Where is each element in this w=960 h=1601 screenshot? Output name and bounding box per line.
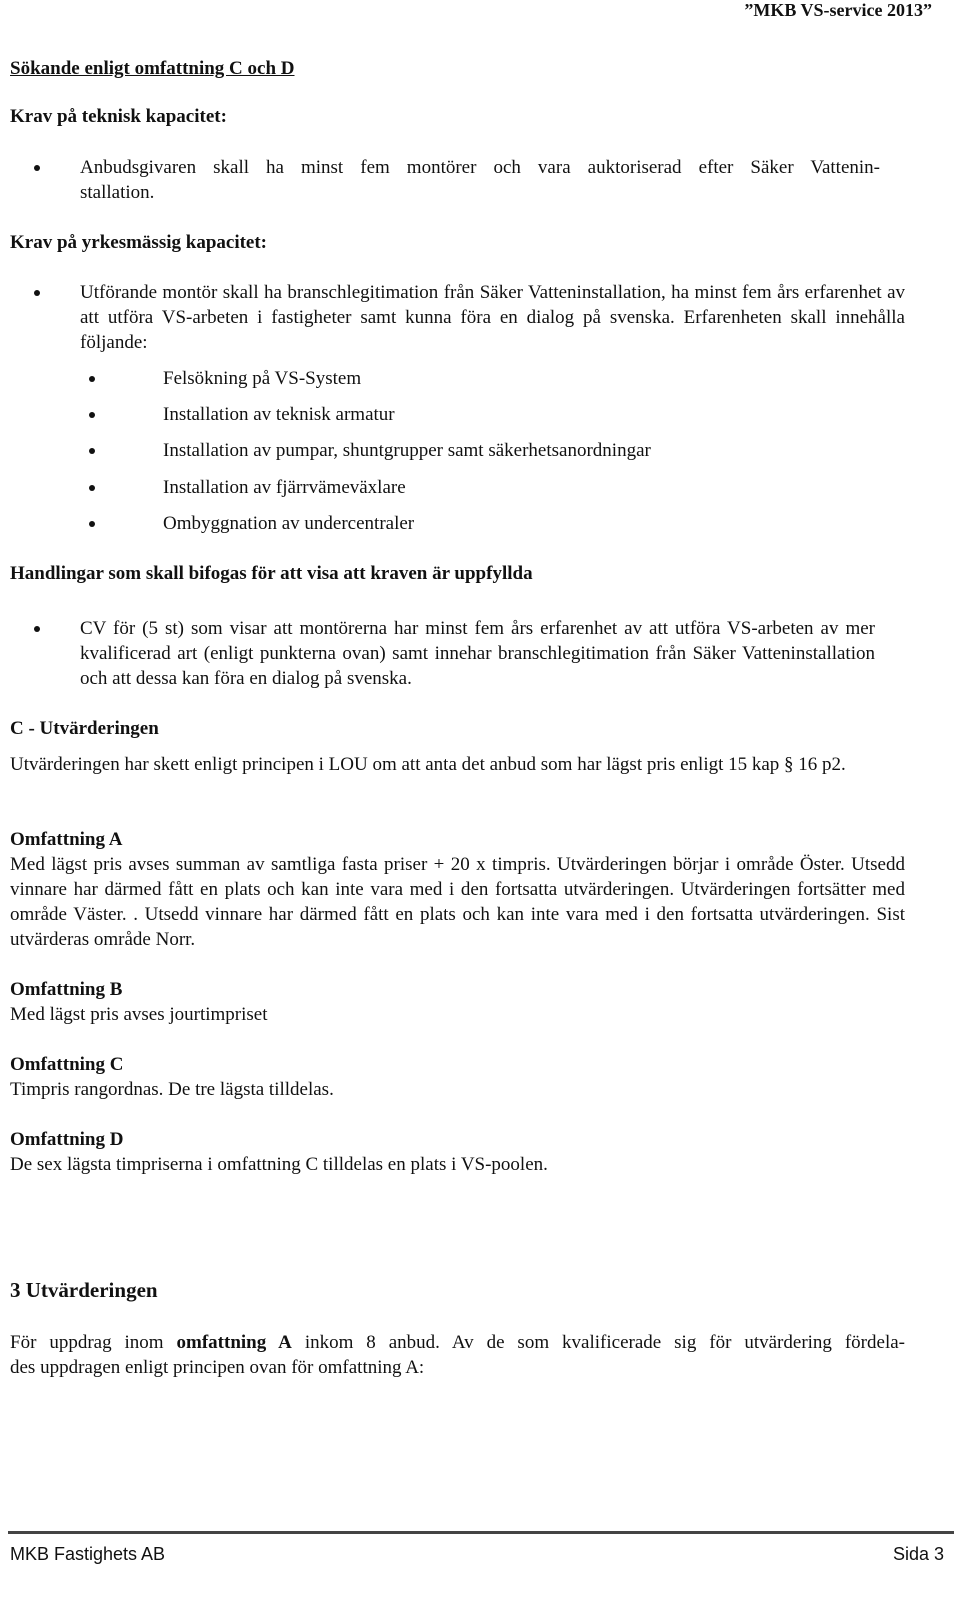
documents-heading: Handlingar som skall bifogas för att visa att kraven är uppfyllda [10,563,533,584]
section-title: Sökande enligt omfattning C och D [10,58,295,79]
professional-bullet-text: Utförande montör skall ha branschlegitimation från Säker Vatteninstallation, ha minst fem års erfarenhet av att utföra VS-arbeten i fastigheter samt kunna föra en dialog på svenska. Erfarenheten skall innehålla följande: [80,282,905,353]
tech-capacity-heading: Krav på teknisk kapacitet: [10,106,227,127]
footer-company: MKB Fastighets AB [10,1544,166,1564]
subbullet-text: Felsökning på VS-System [163,368,362,389]
scope-b-text: Med lägst pris avses jourtimpriset [10,1004,268,1025]
bullet-icon [34,290,40,296]
scope-b-title: Omfattning B [10,979,123,1000]
evaluation-intro: Utvärderingen har skett enligt principen i LOU om att anta det anbud som har lägst pris enligt 15 kap § 16 p2. [10,754,846,775]
documents-bullet [80,616,905,691]
document-header-title: ”MKB VS-service 2013” [744,0,932,20]
section-3-heading: 3 Utvärderingen [10,1278,158,1302]
subbullet-text: Ombyggnation av undercentraler [163,513,415,534]
bullet-icon [89,485,95,491]
section-3-text [10,1330,905,1380]
bullet-icon [34,626,40,632]
scope-d-title: Omfattning D [10,1129,124,1150]
bullet-icon [89,376,95,382]
tech-capacity-bullet [80,155,905,205]
scope-a-text: Med lägst pris avses summan av samtliga fasta priser + 20 x timpris. Utvärderingen börjar i område Öster. Utsedd vinnare har därmed fått en plats och kan inte vara med i den fortsatta utvärderingen. Utvärderingen fortsätter med område Väster. . Utsedd vinnare har därmed fått en plats och kan inte vara med i den fortsatta utvärderingen. Sist utvärderas område Norr. [10,854,905,950]
subbullet-text: Installation av pumpar, shuntgrupper samt säkerhetsanordningar [163,440,651,461]
evaluation-heading: C - Utvärderingen [10,718,159,739]
bullet-icon [34,165,40,171]
scope-d-text: De sex lägsta timpriserna i omfattning C tilldelas en plats i VS-poolen. [10,1154,548,1175]
professional-capacity-bullet [80,280,905,355]
tech-bullet-line-1: Anbudsgivaren skall ha minst fem montörer och vara auktoriserad efter Säker Vattenin- [80,157,880,178]
documents-bullet-text: CV för (5 st) som visar att montörerna har minst fem års erfarenhet av att utföra VS-arbeten av mer kvalificerad art (enligt punkterna ovan) samt innehar branschlegitimation från Säker Vatteninstallation och att dessa kan föra en dialog på svenska. [80,618,875,689]
footer-page-number: Sida 3 [892,1544,944,1564]
subbullet-item [163,366,903,391]
scope-a-title: Omfattning A [10,829,123,850]
professional-capacity-heading: Krav på yrkesmässig kapacitet: [10,232,268,253]
subbullet-item [163,438,903,463]
scope-c-title: Omfattning C [10,1054,124,1075]
subbullet-item [163,475,903,500]
footer-divider [8,1531,954,1534]
subbullet-item [163,511,903,536]
subbullet-text: Installation av fjärrvämeväxlare [163,477,406,498]
subbullet-text: Installation av teknisk armatur [163,404,395,425]
section-3-text-part2: inkom 8 anbud. Av de som kvalificerade sig för utvärdering fördela- [291,1332,905,1353]
bullet-icon [89,412,95,418]
subbullet-item [163,402,903,427]
section-3-text-line2: des uppdragen enligt principen ovan för omfattning A: [10,1357,425,1378]
bullet-icon [89,448,95,454]
section-3-text-part1: För uppdrag inom [10,1332,177,1353]
bullet-icon [89,521,95,527]
section-3-bold-scope: omfattning A [176,1332,292,1353]
tech-bullet-line-2: stallation. [80,182,155,203]
scope-c-text: Timpris rangordnas. De tre lägsta tilldelas. [10,1079,334,1100]
